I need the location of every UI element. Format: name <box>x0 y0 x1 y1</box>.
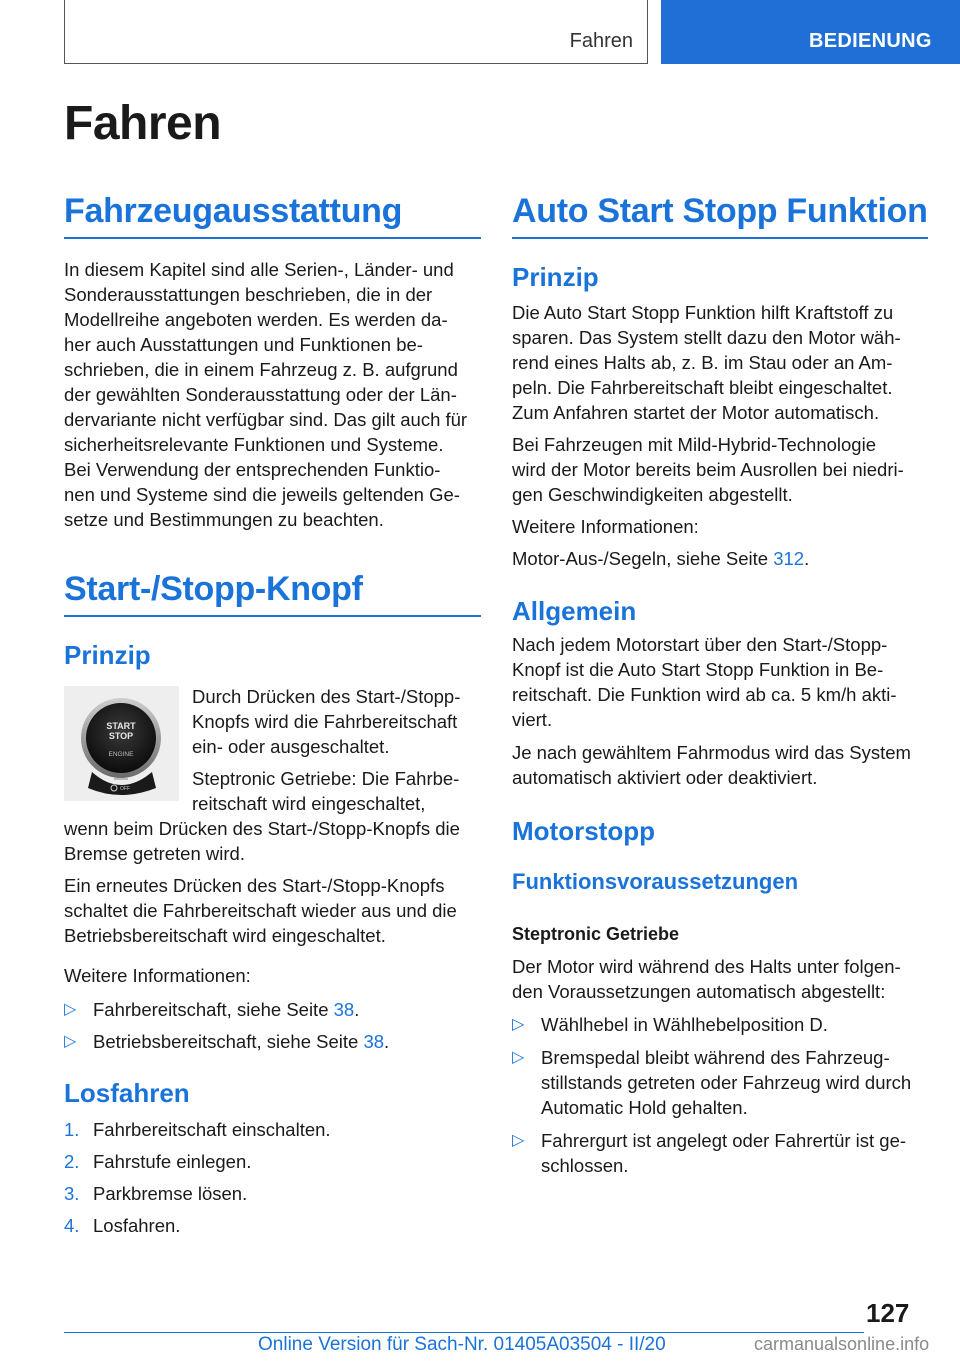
prinzip-ref <box>512 546 928 571</box>
ref-end: . <box>804 548 810 569</box>
triangle-bullet-icon: ▷ <box>512 1016 525 1033</box>
text-line: den Voraussetzungen automatisch abgestellt: <box>512 981 886 1002</box>
text-line: wenn beim Drücken des Start-/Stopp-Knopfs die <box>64 818 460 839</box>
heading-prinzip-right: Prinzip <box>512 262 599 292</box>
startstop-more-info: Weitere Informationen: <box>64 965 251 986</box>
heading-steptronic: Steptronic Getriebe <box>512 924 680 944</box>
list-item <box>64 1213 481 1238</box>
step-number: 3. <box>64 1183 80 1204</box>
text-line: In diesem Kapitel sind alle Serien-, Länder- und <box>64 259 454 280</box>
text-line: Ein erneutes Drücken des Start-/Stopp-Knopfs <box>64 875 445 896</box>
list-item <box>512 1128 928 1178</box>
list-item <box>512 1012 928 1037</box>
list-item <box>64 1117 481 1142</box>
heading-prinzip-left: Prinzip <box>64 640 151 670</box>
list-item <box>512 1045 928 1120</box>
page-link[interactable]: 312 <box>773 548 805 569</box>
watermark: carmanualsonline.info <box>754 1334 930 1354</box>
text-line: wird der Motor bereits beim Ausrollen bei niedri- <box>512 459 904 480</box>
ref-text: Betriebsbereitschaft, siehe Seite <box>93 1031 364 1052</box>
heading-losfahren: Losfahren <box>64 1078 190 1108</box>
text-line: schlossen. <box>541 1155 629 1176</box>
text-line: Je nach gewähltem Fahrmodus wird das System <box>512 742 911 763</box>
ref-end: . <box>354 999 360 1020</box>
text-line: rend eines Halts ab, z. B. im Stau oder an Am- <box>512 352 893 373</box>
text-line: Bremspedal bleibt während des Fahrzeug- <box>541 1047 890 1068</box>
page-number: 127 <box>866 1298 910 1328</box>
step-number: 4. <box>64 1215 80 1236</box>
text-line: dervariante nicht verfügbar sind. Das gilt auch für <box>64 409 468 430</box>
text-line: viert. <box>512 709 553 730</box>
triangle-bullet-icon: ▷ <box>64 1033 77 1050</box>
text-line: sicherheitsrelevante Funktionen und Systeme. <box>64 434 444 455</box>
header-category-label: BEDIENUNG <box>809 30 932 52</box>
text-line: Bei Fahrzeugen mit Mild-Hybrid-Technologie <box>512 434 876 455</box>
startstop-paragraph-3 <box>64 873 481 948</box>
text-line: peln. Die Fahrbereitschaft bleibt eingeschaltet. <box>512 377 893 398</box>
step-text: Losfahren. <box>93 1215 181 1236</box>
text-line: Betriebsbereitschaft wird eingeschaltet. <box>64 925 386 946</box>
text-line: Automatic Hold gehalten. <box>541 1097 748 1118</box>
header-section-tab <box>64 0 648 64</box>
engine-label: ENGINE <box>108 751 134 758</box>
text-line: automatisch aktiviert oder deaktiviert. <box>512 767 818 788</box>
text-line: Der Motor wird während des Halts unter folgen- <box>512 956 901 977</box>
step-text: Fahrstufe einlegen. <box>93 1151 252 1172</box>
page-link[interactable]: 38 <box>363 1031 385 1052</box>
text-line: reitschaft wird eingeschaltet, <box>192 793 426 814</box>
text-line: Knopfs wird die Fahrbereitschaft <box>192 711 458 732</box>
list-item <box>64 997 481 1022</box>
text-line: Die Auto Start Stopp Funktion hilft Kraftstoff zu <box>512 302 894 323</box>
heading-auto-start-stopp: Auto Start Stopp Funktion <box>512 192 928 239</box>
off-label: OFF <box>120 786 130 792</box>
motorstopp-paragraph <box>512 954 928 1004</box>
start-label: START <box>106 721 136 731</box>
text-line: schrieben, die in einem Fahrzeug z. B. aufgrund <box>64 359 458 380</box>
text-line: Nach jedem Motorstart über den Start-/Stopp- <box>512 634 888 655</box>
triangle-bullet-icon: ▷ <box>64 1001 77 1018</box>
text-line: reitschaft. Die Funktion wird ab ca. 5 km/h akti- <box>512 684 897 705</box>
text-line: schaltet die Fahrbereitschaft wieder aus und die <box>64 900 457 921</box>
heading-fahrzeugausstattung: Fahrzeugausstattung <box>64 192 481 239</box>
footer-divider <box>64 1332 864 1333</box>
prinzip-paragraph-1 <box>512 300 928 425</box>
heading-funktionsvoraussetzungen: Funktionsvoraussetzungen <box>512 869 799 894</box>
list-item <box>64 1029 481 1054</box>
text-line: Bremse getreten wird. <box>64 843 245 864</box>
header-section-label: Fahren <box>569 30 633 52</box>
allgemein-paragraph-2 <box>512 740 928 790</box>
online-version-text: Online Version für Sach-Nr. 01405A03504 - II/20 <box>258 1334 666 1355</box>
text-line: sparen. Das System stellt dazu den Motor wäh- <box>512 327 901 348</box>
text-line: der gewählten Sonderausstattung oder der Län- <box>64 384 457 405</box>
text-line: Zum Anfahren startet der Motor automatisch. <box>512 402 880 423</box>
text-line: Bei Verwendung der entsprechenden Funktio- <box>64 459 441 480</box>
text-line: Wählhebel in Wählhebelposition D. <box>541 1014 828 1035</box>
triangle-bullet-icon: ▷ <box>512 1132 525 1149</box>
prinzip-more-info: Weitere Informationen: <box>512 516 699 537</box>
ref-end: . <box>384 1031 390 1052</box>
start-stop-button-image <box>64 686 179 801</box>
heading-motorstopp: Motorstopp <box>512 816 655 846</box>
text-line: Knopf ist die Auto Start Stopp Funktion in Be- <box>512 659 884 680</box>
heading-start-stopp-knopf: Start-/Stopp-Knopf <box>64 570 481 617</box>
text-line: Modellreihe angeboten werden. Es werden da- <box>64 309 448 330</box>
text-line: ein- oder ausgeschaltet. <box>192 736 390 757</box>
ref-text: Fahrbereitschaft, siehe Seite <box>93 999 334 1020</box>
text-line: nen und Systeme sind die jeweils geltenden Ge- <box>64 484 460 505</box>
fahrzeug-paragraph <box>64 257 481 532</box>
step-text: Parkbremse lösen. <box>93 1183 248 1204</box>
list-item <box>64 1181 481 1206</box>
heading-allgemein: Allgemein <box>512 596 637 626</box>
text-line: Fahrergurt ist angelegt oder Fahrertür ist ge- <box>541 1130 907 1151</box>
startstop-paragraph-2b <box>64 816 481 866</box>
step-number: 2. <box>64 1151 80 1172</box>
start-stop-button-icon <box>64 686 179 801</box>
ref-text: Motor-Aus-/Segeln, siehe Seite <box>512 548 774 569</box>
text-line: her auch Ausstattungen und Funktionen be- <box>64 334 423 355</box>
text-line: gen Geschwindigkeiten abgestellt. <box>512 484 793 505</box>
startstop-paragraph-1 <box>192 684 482 759</box>
text-line: stillstands getreten oder Fahrzeug wird durch <box>541 1072 912 1093</box>
text-line: Sonderausstattungen beschrieben, die in der <box>64 284 433 305</box>
text-line: setze und Bestimmungen zu beachten. <box>64 509 384 530</box>
triangle-bullet-icon: ▷ <box>512 1049 525 1066</box>
text-line: Steptronic Getriebe: Die Fahrbe- <box>192 768 460 789</box>
list-item <box>64 1149 481 1174</box>
header-category-tab <box>661 0 960 64</box>
startstop-paragraph-2a <box>192 766 482 816</box>
page-link[interactable]: 38 <box>333 999 355 1020</box>
allgemein-paragraph-1 <box>512 632 928 732</box>
stop-label: STOP <box>108 731 134 741</box>
page-title: Fahren <box>64 97 222 150</box>
step-text: Fahrbereitschaft einschalten. <box>93 1119 331 1140</box>
text-line: Durch Drücken des Start-/Stopp- <box>192 686 461 707</box>
step-number: 1. <box>64 1119 80 1140</box>
prinzip-paragraph-2 <box>512 432 928 507</box>
